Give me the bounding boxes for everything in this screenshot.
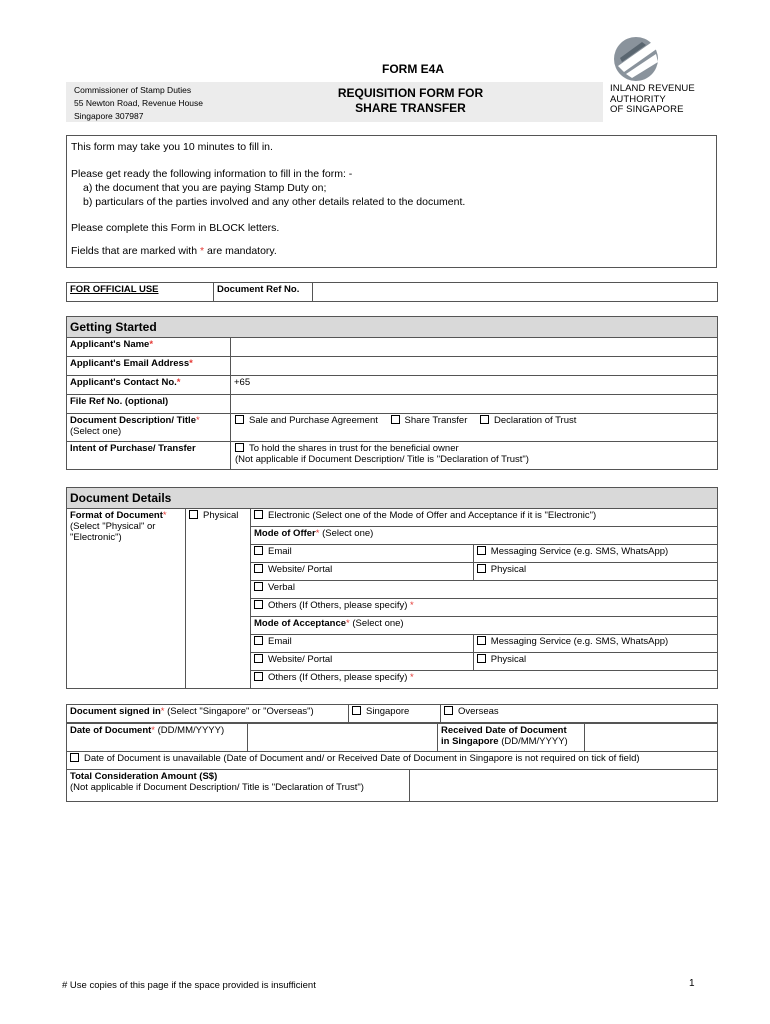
signed-in-label: Document signed in* (Select "Singapore" or "Overseas") [67,705,349,723]
address-line: Singapore 307987 [74,111,144,121]
form-number: FORM E4A [381,62,444,76]
option-date-unavailable[interactable]: Date of Document is unavailable (Date of Document and/ or Received Date of Document in Singapore is not required on tick of field) [67,752,718,770]
option-hold-in-trust[interactable]: To hold the shares in trust for the beneficial owner [235,443,459,454]
instruction-item-b: b) particulars of the parties involved and any other details related to the document. [83,196,466,208]
form-title: REQUISITION FORM FOR SHARE TRANSFER [218,82,603,122]
iras-logo [610,36,710,116]
mode-offer-label: Mode of Offer* (Select one) [251,527,718,545]
option-physical[interactable]: Physical [186,509,251,689]
intent-note: (Not applicable if Document Description/ Title is "Declaration of Trust") [235,454,529,465]
date-label: Date of Document* (DD/MM/YYYY) [67,724,248,752]
checkbox[interactable] [189,510,198,519]
official-use-table [66,282,718,302]
accept-email[interactable]: Email [251,635,474,653]
date-table [66,723,718,752]
footer-note: # Use copies of this page if the space provided is insufficient [62,980,316,991]
getting-started-table [66,316,718,470]
option-share-transfer[interactable]: Share Transfer [391,415,468,426]
section-heading-document-details: Document Details [67,488,718,509]
doc-ref-field[interactable] [313,283,718,302]
file-ref-field[interactable] [231,395,718,414]
offer-website[interactable]: Website/ Portal [251,563,474,581]
instruction-block: Please complete this Form in BLOCK letters. [71,222,280,234]
date-field[interactable] [248,724,438,752]
doc-desc-options [231,414,718,442]
address-line: 55 Newton Road, Revenue House [74,98,203,108]
applicant-name-field[interactable] [231,338,718,357]
total-label: Total Consideration Amount (S$) (Not applicable if Document Description/ Title is "Declaration of Trust") [67,770,410,802]
instruction-ready: Please get ready the following information to fill in the form: - [71,168,353,180]
offer-verbal[interactable]: Verbal [251,581,718,599]
address-block [66,82,218,122]
instruction-mandatory: Fields that are marked with * are mandatory. [71,245,277,257]
offer-physical[interactable]: Physical [473,563,717,581]
offer-others[interactable]: Others (If Others, please specify) * [251,599,718,617]
logo-text: INLAND REVENUE AUTHORITY OF SINGAPORE [610,83,695,115]
checkbox[interactable] [480,415,489,424]
option-electronic[interactable]: Electronic (Select one of the Mode of Offer and Acceptance if it is "Electronic") [251,509,718,527]
accept-others[interactable]: Others (If Others, please specify) * [251,671,718,689]
checkbox[interactable] [235,443,244,452]
checkbox[interactable] [254,510,263,519]
doc-ref-label: Document Ref No. [214,283,313,302]
signed-in-table [66,704,718,723]
instructions-box [66,135,717,268]
instruction-item-a: a) the document that you are paying Stamp Duty on; [83,182,327,194]
accept-physical[interactable]: Physical [473,653,717,671]
applicant-email-label: Applicant's Email Address* [67,357,231,376]
applicant-name-label: Applicant's Name* [67,338,231,357]
file-ref-label: File Ref No. (optional) [67,395,231,414]
unavailable-table [66,751,718,770]
option-singapore[interactable]: Singapore [349,705,441,723]
format-label: Format of Document* (Select "Physical" or "Electronic") [67,509,186,689]
instruction-time: This form may take you 10 minutes to fill in. [71,141,273,153]
checkbox[interactable] [391,415,400,424]
applicant-contact-label: Applicant's Contact No.* [67,376,231,395]
total-field[interactable] [410,770,718,802]
checkbox[interactable] [235,415,244,424]
option-declaration-trust[interactable]: Declaration of Trust [480,415,576,426]
intent-options [231,442,718,470]
mode-accept-label: Mode of Acceptance* (Select one) [251,617,718,635]
official-use-label: FOR OFFICIAL USE [67,283,214,302]
intent-label: Intent of Purchase/ Transfer [67,442,231,470]
accept-messaging[interactable]: Messaging Service (e.g. SMS, WhatsApp) [473,635,717,653]
applicant-email-field[interactable] [231,357,718,376]
total-table [66,769,718,802]
document-details-table [66,487,718,689]
doc-desc-label: Document Description/ Title* (Select one) [67,414,231,442]
accept-website[interactable]: Website/ Portal [251,653,474,671]
option-sale-purchase[interactable]: Sale and Purchase Agreement [235,415,378,426]
section-heading-getting-started: Getting Started [67,317,718,338]
applicant-contact-field[interactable]: +65 [231,376,718,395]
received-date-field[interactable] [585,724,718,752]
iras-emblem-icon [612,36,664,82]
offer-messaging[interactable]: Messaging Service (e.g. SMS, WhatsApp) [473,545,717,563]
address-line: Commissioner of Stamp Duties [74,85,192,95]
page-number: 1 [689,978,695,989]
option-overseas[interactable]: Overseas [441,705,718,723]
offer-email[interactable]: Email [251,545,474,563]
received-date-label: Received Date of Document in Singapore (DD/MM/YYYY) [438,724,585,752]
